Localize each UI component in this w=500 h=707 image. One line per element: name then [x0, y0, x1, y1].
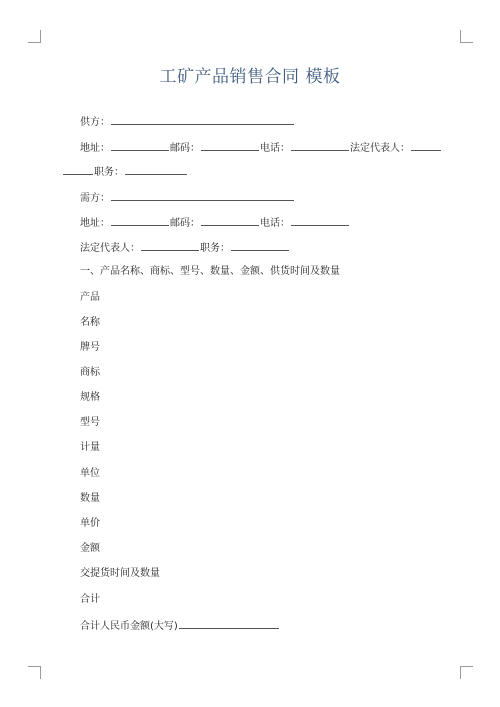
- buyer-phone-label: 电话：: [260, 218, 290, 229]
- buyer-line: [80, 190, 295, 206]
- supplier-address-label: 地址：: [80, 143, 110, 154]
- buyer-position-label: 职务：: [200, 243, 230, 254]
- buyer-position-blank[interactable]: [231, 240, 289, 251]
- buyer-blank[interactable]: [111, 190, 294, 201]
- total-rmb-blank[interactable]: [179, 618, 279, 629]
- item-name: 名称: [80, 317, 100, 328]
- supplier-line: [80, 114, 295, 130]
- item-model: 型号: [80, 417, 100, 428]
- supplier-phone-label: 电话：: [260, 143, 290, 154]
- buyer-legal-rep-label: 法定代表人：: [80, 243, 140, 254]
- supplier-legal-rep-blank[interactable]: [411, 140, 441, 151]
- buyer-legal-rep-blank[interactable]: [141, 240, 199, 251]
- supplier-blank[interactable]: [111, 114, 294, 125]
- supplier-position-label: 职务：: [94, 167, 124, 178]
- total-rmb-label: 合计人民币金额(大写): [80, 621, 178, 632]
- document-title: 工矿产品销售合同 模板: [159, 67, 341, 87]
- supplier-position-blank[interactable]: [125, 164, 187, 175]
- item-brand-number: 牌号: [80, 342, 100, 353]
- buyer-address-label: 地址：: [80, 218, 110, 229]
- item-spec: 规格: [80, 392, 100, 403]
- item-amount: 金额: [80, 543, 100, 554]
- supplier-legal-rep-blank-continued[interactable]: [63, 164, 93, 175]
- buyer-address-blank[interactable]: [111, 215, 169, 226]
- crop-mark-bottom-right: [460, 666, 473, 679]
- supplier-phone-blank[interactable]: [291, 140, 349, 151]
- supplier-postcode-label: 邮码：: [170, 143, 200, 154]
- buyer-label: 需方：: [80, 193, 110, 204]
- supplier-legal-rep-label: 法定代表人：: [350, 143, 410, 154]
- total-rmb-line: [80, 618, 280, 634]
- buyer-legal-rep-line: [80, 240, 290, 256]
- crop-mark-bottom-left: [28, 666, 41, 679]
- item-unit: 单位: [80, 468, 100, 479]
- buyer-phone-blank[interactable]: [291, 215, 349, 226]
- buyer-postcode-label: 邮码：: [170, 218, 200, 229]
- crop-mark-top-left: [28, 30, 41, 43]
- item-delivery-time: 交提货时间及数量: [80, 568, 160, 579]
- supplier-address-blank[interactable]: [111, 140, 169, 151]
- supplier-label: 供方：: [80, 117, 110, 128]
- item-trademark: 商标: [80, 367, 100, 378]
- crop-mark-top-right: [460, 30, 473, 43]
- item-unit-price: 单价: [80, 518, 100, 529]
- buyer-address-line: [80, 215, 350, 231]
- supplier-address-line: [80, 140, 442, 156]
- section-one-heading: 一、产品名称、商标、型号、数量、金额、供货时间及数量: [80, 266, 340, 277]
- item-measure: 计量: [80, 442, 100, 453]
- supplier-postcode-blank[interactable]: [201, 140, 259, 151]
- item-quantity: 数量: [80, 493, 100, 504]
- supplier-position-line: [62, 164, 188, 180]
- item-product: 产品: [80, 292, 100, 303]
- item-total: 合计: [80, 594, 100, 605]
- buyer-postcode-blank[interactable]: [201, 215, 259, 226]
